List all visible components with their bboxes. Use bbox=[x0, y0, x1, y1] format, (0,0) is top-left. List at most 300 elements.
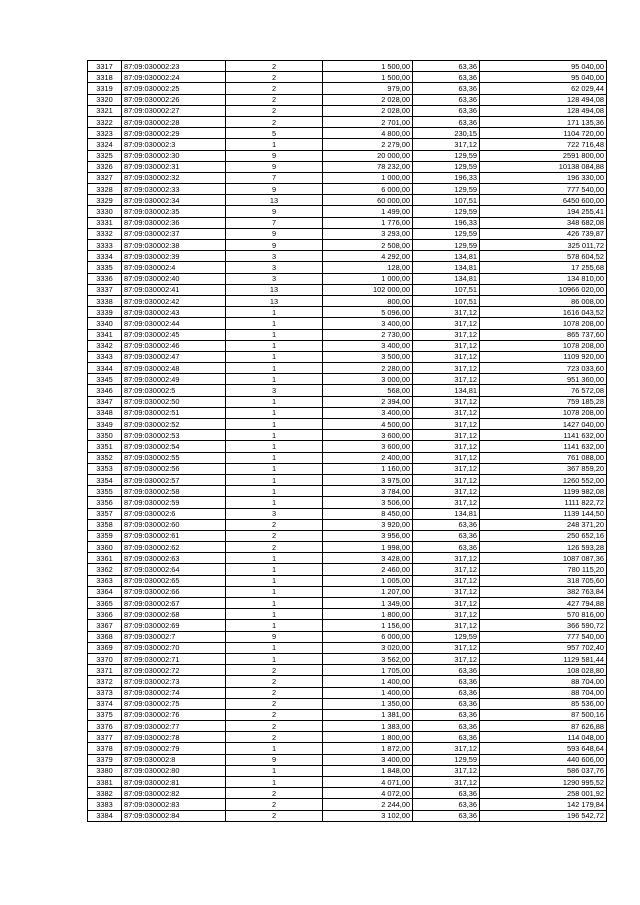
area-cell: 2 400,00 bbox=[323, 452, 413, 463]
table-row bbox=[88, 94, 607, 105]
table-row bbox=[88, 598, 607, 609]
category-code-cell: 2 bbox=[226, 61, 323, 72]
table-row bbox=[88, 351, 607, 362]
table-row bbox=[88, 195, 607, 206]
category-code-cell: 1 bbox=[226, 363, 323, 374]
rate-cell: 129,59 bbox=[413, 161, 480, 172]
area-cell: 4 500,00 bbox=[323, 419, 413, 430]
row-number-cell: 3356 bbox=[88, 497, 122, 508]
rate-cell: 317,12 bbox=[413, 407, 480, 418]
table-row bbox=[88, 128, 607, 139]
row-number-cell: 3358 bbox=[88, 519, 122, 530]
cadastral-number-cell: 87:09:030002:38 bbox=[122, 240, 226, 251]
cadastral-value-cell: 171 135,36 bbox=[480, 116, 607, 127]
table-row bbox=[88, 363, 607, 374]
area-cell: 6 000,00 bbox=[323, 184, 413, 195]
category-code-cell: 1 bbox=[226, 765, 323, 776]
row-number-cell: 3324 bbox=[88, 139, 122, 150]
cadastral-number-cell: 87:09:030002:4 bbox=[122, 262, 226, 273]
table-row bbox=[88, 318, 607, 329]
category-code-cell: 9 bbox=[226, 240, 323, 251]
cadastral-number-cell: 87:09:030002:56 bbox=[122, 463, 226, 474]
table-row bbox=[88, 295, 607, 306]
area-cell: 1 005,00 bbox=[323, 575, 413, 586]
category-code-cell: 9 bbox=[226, 150, 323, 161]
table-row bbox=[88, 721, 607, 732]
cadastral-value-cell: 593 648,64 bbox=[480, 743, 607, 754]
cadastral-number-cell: 87:09:030002:25 bbox=[122, 83, 226, 94]
category-code-cell: 2 bbox=[226, 542, 323, 553]
table-row bbox=[88, 676, 607, 687]
category-code-cell: 1 bbox=[226, 419, 323, 430]
category-code-cell: 1 bbox=[226, 743, 323, 754]
category-code-cell: 1 bbox=[226, 497, 323, 508]
rate-cell: 317,12 bbox=[413, 318, 480, 329]
row-number-cell: 3384 bbox=[88, 810, 122, 821]
cadastral-number-cell: 87:09:030002:31 bbox=[122, 161, 226, 172]
row-number-cell: 3368 bbox=[88, 631, 122, 642]
rate-cell: 317,12 bbox=[413, 575, 480, 586]
rate-cell: 63,36 bbox=[413, 519, 480, 530]
row-number-cell: 3373 bbox=[88, 687, 122, 698]
rate-cell: 134,81 bbox=[413, 262, 480, 273]
category-code-cell: 1 bbox=[226, 318, 323, 329]
table-row bbox=[88, 172, 607, 183]
cadastral-number-cell: 87:09:030002:47 bbox=[122, 351, 226, 362]
category-code-cell: 2 bbox=[226, 94, 323, 105]
table-row bbox=[88, 116, 607, 127]
category-code-cell: 1 bbox=[226, 777, 323, 788]
table-row bbox=[88, 105, 607, 116]
row-number-cell: 3323 bbox=[88, 128, 122, 139]
row-number-cell: 3345 bbox=[88, 374, 122, 385]
cadastral-number-cell: 87:09:030002:34 bbox=[122, 195, 226, 206]
category-code-cell: 3 bbox=[226, 385, 323, 396]
area-cell: 1 400,00 bbox=[323, 676, 413, 687]
area-cell: 3 600,00 bbox=[323, 441, 413, 452]
cadastral-value-cell: 723 033,60 bbox=[480, 363, 607, 374]
rate-cell: 317,12 bbox=[413, 307, 480, 318]
cadastral-number-cell: 87:09:030002:44 bbox=[122, 318, 226, 329]
cadastral-number-cell: 87:09:030002:46 bbox=[122, 340, 226, 351]
area-cell: 60 000,00 bbox=[323, 195, 413, 206]
table-row bbox=[88, 788, 607, 799]
cadastral-number-cell: 87:09:030002:83 bbox=[122, 799, 226, 810]
table-row bbox=[88, 385, 607, 396]
row-number-cell: 3325 bbox=[88, 150, 122, 161]
cadastral-number-cell: 87:09:030002:37 bbox=[122, 228, 226, 239]
rate-cell: 63,36 bbox=[413, 116, 480, 127]
cadastral-number-cell: 87:09:030002:53 bbox=[122, 430, 226, 441]
area-cell: 1 000,00 bbox=[323, 273, 413, 284]
row-number-cell: 3321 bbox=[88, 105, 122, 116]
area-cell: 2 244,00 bbox=[323, 799, 413, 810]
cadastral-number-cell: 87:09:030002:76 bbox=[122, 709, 226, 720]
category-code-cell: 9 bbox=[226, 161, 323, 172]
area-cell: 2 460,00 bbox=[323, 564, 413, 575]
area-cell: 3 600,00 bbox=[323, 430, 413, 441]
rate-cell: 63,36 bbox=[413, 676, 480, 687]
row-number-cell: 3367 bbox=[88, 620, 122, 631]
rate-cell: 63,36 bbox=[413, 72, 480, 83]
table-row bbox=[88, 709, 607, 720]
table-row bbox=[88, 799, 607, 810]
cadastral-value-cell: 570 816,00 bbox=[480, 609, 607, 620]
category-code-cell: 1 bbox=[226, 340, 323, 351]
cadastral-number-cell: 87:09:030002:3 bbox=[122, 139, 226, 150]
cadastral-number-cell: 87:09:030002:50 bbox=[122, 396, 226, 407]
area-cell: 1 350,00 bbox=[323, 698, 413, 709]
rate-cell: 317,12 bbox=[413, 553, 480, 564]
cadastral-number-cell: 87:09:030002:61 bbox=[122, 530, 226, 541]
cadastral-value-cell: 1290 995,52 bbox=[480, 777, 607, 788]
row-number-cell: 3354 bbox=[88, 474, 122, 485]
category-code-cell: 5 bbox=[226, 128, 323, 139]
rate-cell: 63,36 bbox=[413, 788, 480, 799]
table-row bbox=[88, 396, 607, 407]
cadastral-value-cell: 108 028,80 bbox=[480, 665, 607, 676]
cadastral-value-cell: 1199 982,08 bbox=[480, 486, 607, 497]
category-code-cell: 1 bbox=[226, 653, 323, 664]
area-cell: 128,00 bbox=[323, 262, 413, 273]
rate-cell: 63,36 bbox=[413, 83, 480, 94]
category-code-cell: 2 bbox=[226, 698, 323, 709]
row-number-cell: 3363 bbox=[88, 575, 122, 586]
table-row bbox=[88, 586, 607, 597]
cadastral-value-cell: 426 739,87 bbox=[480, 228, 607, 239]
table-row bbox=[88, 810, 607, 821]
area-cell: 8 450,00 bbox=[323, 508, 413, 519]
cadastral-number-cell: 87:09:030002:69 bbox=[122, 620, 226, 631]
cadastral-number-cell: 87:09:030002:79 bbox=[122, 743, 226, 754]
row-number-cell: 3339 bbox=[88, 307, 122, 318]
category-code-cell: 9 bbox=[226, 631, 323, 642]
cadastral-number-cell: 87:09:030002:52 bbox=[122, 419, 226, 430]
table-row bbox=[88, 486, 607, 497]
cadastral-number-cell: 87:09:030002:62 bbox=[122, 542, 226, 553]
cadastral-value-cell: 196 542,72 bbox=[480, 810, 607, 821]
rate-cell: 196,33 bbox=[413, 172, 480, 183]
rate-cell: 134,81 bbox=[413, 251, 480, 262]
rate-cell: 317,12 bbox=[413, 743, 480, 754]
cadastral-number-cell: 87:09:030002:26 bbox=[122, 94, 226, 105]
category-code-cell: 2 bbox=[226, 799, 323, 810]
cadastral-value-cell: 761 088,00 bbox=[480, 452, 607, 463]
cadastral-value-cell: 17 255,68 bbox=[480, 262, 607, 273]
cadastral-number-cell: 87:09:030002:42 bbox=[122, 295, 226, 306]
cadastral-number-cell: 87:09:030002:59 bbox=[122, 497, 226, 508]
area-cell: 4 072,00 bbox=[323, 788, 413, 799]
category-code-cell: 7 bbox=[226, 172, 323, 183]
rate-cell: 317,12 bbox=[413, 363, 480, 374]
row-number-cell: 3337 bbox=[88, 284, 122, 295]
cadastral-number-cell: 87:09:030002:82 bbox=[122, 788, 226, 799]
cadastral-value-cell: 95 040,00 bbox=[480, 61, 607, 72]
category-code-cell: 9 bbox=[226, 206, 323, 217]
row-number-cell: 3381 bbox=[88, 777, 122, 788]
table-row bbox=[88, 430, 607, 441]
category-code-cell: 1 bbox=[226, 307, 323, 318]
area-cell: 1 776,00 bbox=[323, 217, 413, 228]
cadastral-number-cell: 87:09:030002:65 bbox=[122, 575, 226, 586]
row-number-cell: 3347 bbox=[88, 396, 122, 407]
cadastral-number-cell: 87:09:030002:54 bbox=[122, 441, 226, 452]
row-number-cell: 3330 bbox=[88, 206, 122, 217]
category-code-cell: 2 bbox=[226, 530, 323, 541]
row-number-cell: 3336 bbox=[88, 273, 122, 284]
rate-cell: 63,36 bbox=[413, 687, 480, 698]
cadastral-value-cell: 196 330,00 bbox=[480, 172, 607, 183]
area-cell: 2 730,00 bbox=[323, 329, 413, 340]
rate-cell: 129,59 bbox=[413, 754, 480, 765]
area-cell: 2 028,00 bbox=[323, 105, 413, 116]
row-number-cell: 3361 bbox=[88, 553, 122, 564]
table-row bbox=[88, 698, 607, 709]
cadastral-value-cell: 1616 043,52 bbox=[480, 307, 607, 318]
row-number-cell: 3379 bbox=[88, 754, 122, 765]
rate-cell: 317,12 bbox=[413, 139, 480, 150]
rate-cell: 317,12 bbox=[413, 586, 480, 597]
area-cell: 4 800,00 bbox=[323, 128, 413, 139]
cadastral-value-cell: 258 001,92 bbox=[480, 788, 607, 799]
rate-cell: 317,12 bbox=[413, 620, 480, 631]
area-cell: 102 000,00 bbox=[323, 284, 413, 295]
cadastral-value-cell: 348 682,08 bbox=[480, 217, 607, 228]
cadastral-number-cell: 87:09:030002:71 bbox=[122, 653, 226, 664]
rate-cell: 107,51 bbox=[413, 195, 480, 206]
table-row bbox=[88, 665, 607, 676]
category-code-cell: 2 bbox=[226, 83, 323, 94]
category-code-cell: 3 bbox=[226, 273, 323, 284]
area-cell: 1 156,00 bbox=[323, 620, 413, 631]
table-row bbox=[88, 161, 607, 172]
cadastral-value-cell: 87 500,16 bbox=[480, 709, 607, 720]
row-number-cell: 3333 bbox=[88, 240, 122, 251]
cadastral-value-cell: 142 179,84 bbox=[480, 799, 607, 810]
area-cell: 3 400,00 bbox=[323, 407, 413, 418]
cadastral-number-cell: 87:09:030002:24 bbox=[122, 72, 226, 83]
area-cell: 1 800,00 bbox=[323, 732, 413, 743]
area-cell: 3 784,00 bbox=[323, 486, 413, 497]
table-row bbox=[88, 419, 607, 430]
rate-cell: 317,12 bbox=[413, 452, 480, 463]
cadastral-number-cell: 87:09:030002:5 bbox=[122, 385, 226, 396]
table-row bbox=[88, 329, 607, 340]
row-number-cell: 3364 bbox=[88, 586, 122, 597]
rate-cell: 129,59 bbox=[413, 228, 480, 239]
table-row bbox=[88, 732, 607, 743]
table-row bbox=[88, 72, 607, 83]
row-number-cell: 3370 bbox=[88, 653, 122, 664]
cadastral-value-cell: 194 255,41 bbox=[480, 206, 607, 217]
row-number-cell: 3378 bbox=[88, 743, 122, 754]
table-row bbox=[88, 240, 607, 251]
area-cell: 1 000,00 bbox=[323, 172, 413, 183]
area-cell: 568,00 bbox=[323, 385, 413, 396]
table-row bbox=[88, 340, 607, 351]
category-code-cell: 2 bbox=[226, 105, 323, 116]
cadastral-value-cell: 1104 720,00 bbox=[480, 128, 607, 139]
cadastral-value-cell: 440 606,00 bbox=[480, 754, 607, 765]
cadastral-value-cell: 86 008,00 bbox=[480, 295, 607, 306]
area-cell: 1 800,00 bbox=[323, 609, 413, 620]
area-cell: 3 506,00 bbox=[323, 497, 413, 508]
cadastral-number-cell: 87:09:030002:72 bbox=[122, 665, 226, 676]
category-code-cell: 1 bbox=[226, 396, 323, 407]
area-cell: 3 102,00 bbox=[323, 810, 413, 821]
cadastral-number-cell: 87:09:030002:84 bbox=[122, 810, 226, 821]
row-number-cell: 3343 bbox=[88, 351, 122, 362]
area-cell: 1 872,00 bbox=[323, 743, 413, 754]
cadastral-number-cell: 87:09:030002:8 bbox=[122, 754, 226, 765]
category-code-cell: 9 bbox=[226, 228, 323, 239]
category-code-cell: 1 bbox=[226, 139, 323, 150]
area-cell: 1 499,00 bbox=[323, 206, 413, 217]
rate-cell: 317,12 bbox=[413, 441, 480, 452]
cadastral-number-cell: 87:09:030002:40 bbox=[122, 273, 226, 284]
category-code-cell: 2 bbox=[226, 519, 323, 530]
cadastral-value-cell: 126 593,28 bbox=[480, 542, 607, 553]
table-row bbox=[88, 508, 607, 519]
row-number-cell: 3332 bbox=[88, 228, 122, 239]
row-number-cell: 3377 bbox=[88, 732, 122, 743]
table-row bbox=[88, 284, 607, 295]
row-number-cell: 3322 bbox=[88, 116, 122, 127]
table-row bbox=[88, 519, 607, 530]
rate-cell: 196,33 bbox=[413, 217, 480, 228]
cadastral-value-cell: 6450 600,00 bbox=[480, 195, 607, 206]
row-number-cell: 3357 bbox=[88, 508, 122, 519]
rate-cell: 317,12 bbox=[413, 396, 480, 407]
area-cell: 3 400,00 bbox=[323, 340, 413, 351]
row-number-cell: 3375 bbox=[88, 709, 122, 720]
row-number-cell: 3326 bbox=[88, 161, 122, 172]
category-code-cell: 2 bbox=[226, 116, 323, 127]
cadastral-number-cell: 87:09:030002:67 bbox=[122, 598, 226, 609]
area-cell: 2 701,00 bbox=[323, 116, 413, 127]
cadastral-number-cell: 87:09:030002:30 bbox=[122, 150, 226, 161]
area-cell: 1 500,00 bbox=[323, 61, 413, 72]
row-number-cell: 3348 bbox=[88, 407, 122, 418]
table-row bbox=[88, 575, 607, 586]
area-cell: 4 071,00 bbox=[323, 777, 413, 788]
area-cell: 78 232,00 bbox=[323, 161, 413, 172]
cadastral-number-cell: 87:09:030002:58 bbox=[122, 486, 226, 497]
area-cell: 3 956,00 bbox=[323, 530, 413, 541]
table-row bbox=[88, 217, 607, 228]
category-code-cell: 1 bbox=[226, 609, 323, 620]
row-number-cell: 3338 bbox=[88, 295, 122, 306]
category-code-cell: 1 bbox=[226, 407, 323, 418]
cadastral-value-cell: 1087 087,36 bbox=[480, 553, 607, 564]
cadastral-number-cell: 87:09:030002:68 bbox=[122, 609, 226, 620]
row-number-cell: 3380 bbox=[88, 765, 122, 776]
cadastral-number-cell: 87:09:030002:75 bbox=[122, 698, 226, 709]
cadastral-value-cell: 10966 020,00 bbox=[480, 284, 607, 295]
table-row bbox=[88, 206, 607, 217]
cadastral-value-cell: 114 048,00 bbox=[480, 732, 607, 743]
rate-cell: 134,81 bbox=[413, 385, 480, 396]
table-row bbox=[88, 754, 607, 765]
cadastral-value-cell: 1260 552,00 bbox=[480, 474, 607, 485]
cadastral-number-cell: 87:09:030002:57 bbox=[122, 474, 226, 485]
cadastral-number-cell: 87:09:030002:48 bbox=[122, 363, 226, 374]
category-code-cell: 1 bbox=[226, 620, 323, 631]
rate-cell: 317,12 bbox=[413, 351, 480, 362]
cadastral-value-cell: 777 540,00 bbox=[480, 631, 607, 642]
cadastral-number-cell: 87:09:030002:39 bbox=[122, 251, 226, 262]
row-number-cell: 3351 bbox=[88, 441, 122, 452]
area-cell: 3 020,00 bbox=[323, 642, 413, 653]
table-row bbox=[88, 228, 607, 239]
cadastral-number-cell: 87:09:030002:35 bbox=[122, 206, 226, 217]
rate-cell: 317,12 bbox=[413, 609, 480, 620]
table-row bbox=[88, 777, 607, 788]
rate-cell: 317,12 bbox=[413, 777, 480, 788]
category-code-cell: 13 bbox=[226, 295, 323, 306]
rate-cell: 129,59 bbox=[413, 240, 480, 251]
cadastral-number-cell: 87:09:030002:6 bbox=[122, 508, 226, 519]
row-number-cell: 3376 bbox=[88, 721, 122, 732]
table-row bbox=[88, 620, 607, 631]
cadastral-value-cell: 1141 632,00 bbox=[480, 430, 607, 441]
table-row bbox=[88, 307, 607, 318]
cadastral-value-cell: 62 029,44 bbox=[480, 83, 607, 94]
category-code-cell: 1 bbox=[226, 351, 323, 362]
table-row bbox=[88, 61, 607, 72]
category-code-cell: 1 bbox=[226, 474, 323, 485]
row-number-cell: 3346 bbox=[88, 385, 122, 396]
row-number-cell: 3329 bbox=[88, 195, 122, 206]
rate-cell: 317,12 bbox=[413, 463, 480, 474]
rate-cell: 317,12 bbox=[413, 474, 480, 485]
cadastral-number-cell: 87:09:030002:33 bbox=[122, 184, 226, 195]
category-code-cell: 1 bbox=[226, 374, 323, 385]
cadastral-number-cell: 87:09:030002:78 bbox=[122, 732, 226, 743]
rate-cell: 317,12 bbox=[413, 430, 480, 441]
cadastral-number-cell: 87:09:030002:45 bbox=[122, 329, 226, 340]
area-cell: 1 349,00 bbox=[323, 598, 413, 609]
area-cell: 1 381,00 bbox=[323, 709, 413, 720]
rate-cell: 230,15 bbox=[413, 128, 480, 139]
rate-cell: 317,12 bbox=[413, 653, 480, 664]
row-number-cell: 3362 bbox=[88, 564, 122, 575]
cadastral-value-cell: 1078 208,00 bbox=[480, 340, 607, 351]
rate-cell: 63,36 bbox=[413, 709, 480, 720]
cadastral-number-cell: 87:09:030002:77 bbox=[122, 721, 226, 732]
table-row bbox=[88, 474, 607, 485]
category-code-cell: 3 bbox=[226, 508, 323, 519]
category-code-cell: 1 bbox=[226, 564, 323, 575]
cadastral-number-cell: 87:09:030002:28 bbox=[122, 116, 226, 127]
area-cell: 2 028,00 bbox=[323, 94, 413, 105]
row-number-cell: 3372 bbox=[88, 676, 122, 687]
table-row bbox=[88, 441, 607, 452]
table-row bbox=[88, 273, 607, 284]
area-cell: 800,00 bbox=[323, 295, 413, 306]
rate-cell: 129,59 bbox=[413, 206, 480, 217]
table-row bbox=[88, 553, 607, 564]
area-cell: 3 562,00 bbox=[323, 653, 413, 664]
table-row bbox=[88, 743, 607, 754]
cadastral-number-cell: 87:09:030002:41 bbox=[122, 284, 226, 295]
cadastral-value-cell: 780 115,20 bbox=[480, 564, 607, 575]
cadastral-value-cell: 88 704,00 bbox=[480, 676, 607, 687]
category-code-cell: 1 bbox=[226, 598, 323, 609]
table-row bbox=[88, 631, 607, 642]
cadastral-value-cell: 250 652,16 bbox=[480, 530, 607, 541]
cadastral-value-cell: 1078 208,00 bbox=[480, 318, 607, 329]
